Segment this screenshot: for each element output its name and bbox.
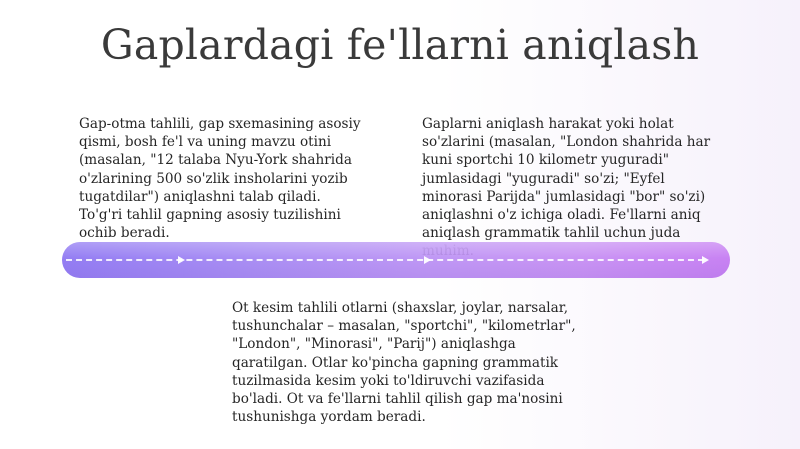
slide-title: Gaplardagi fe'llarni aniqlash	[100, 21, 700, 69]
timeline-arrow-icon	[424, 256, 431, 264]
text-block-ot-kesim: Ot kesim tahlili otlarni (shaxslar, joylar, narsalar, tushunchalar – masalan, "sportchi", "kilometrlar", "London", "Minorasi", "Parij") aniqlashga qaratilgan. Otlar ko'pincha gapning grammatik tuzilmasida kesim yoki to'ldiruvchi vazifasida bo'ladi. Ot va fe'llarni tahlil qilish gap ma'nosini tushunishga yordam beradi.	[232, 300, 576, 426]
text-block-gap-otma: Gap-otma tahlili, gap sxemasining asosiy qismi, bosh fe'l va uning mavzu otini (masalan, "12 talaba Nyu-York shahrida o'zlarining 500 so'zlik insholarini yozib tugatdilar") aniqlashni talab qiladi. To'g'ri tahlil gapning asosiy tuzilishini ochib beradi.	[79, 116, 361, 242]
timeline-dashed-line	[66, 259, 704, 261]
timeline-arrow-end-icon	[702, 256, 709, 264]
text-block-fellar: Gaplarni aniqlash harakat yoki holat so'zlarini (masalan, "London shahrida har kuni sportchi 10 kilometr yuguradi" jumlasidagi "yuguradi" so'zi; "Eyfel minorasi Parijda" jumlasidagi "bor" so'zi) aniqlashni o'z ichiga oladi. Fe'llarni aniq aniqlash grammatik tahlil uchun juda	[422, 116, 711, 242]
timeline-arrow-icon	[178, 256, 185, 264]
